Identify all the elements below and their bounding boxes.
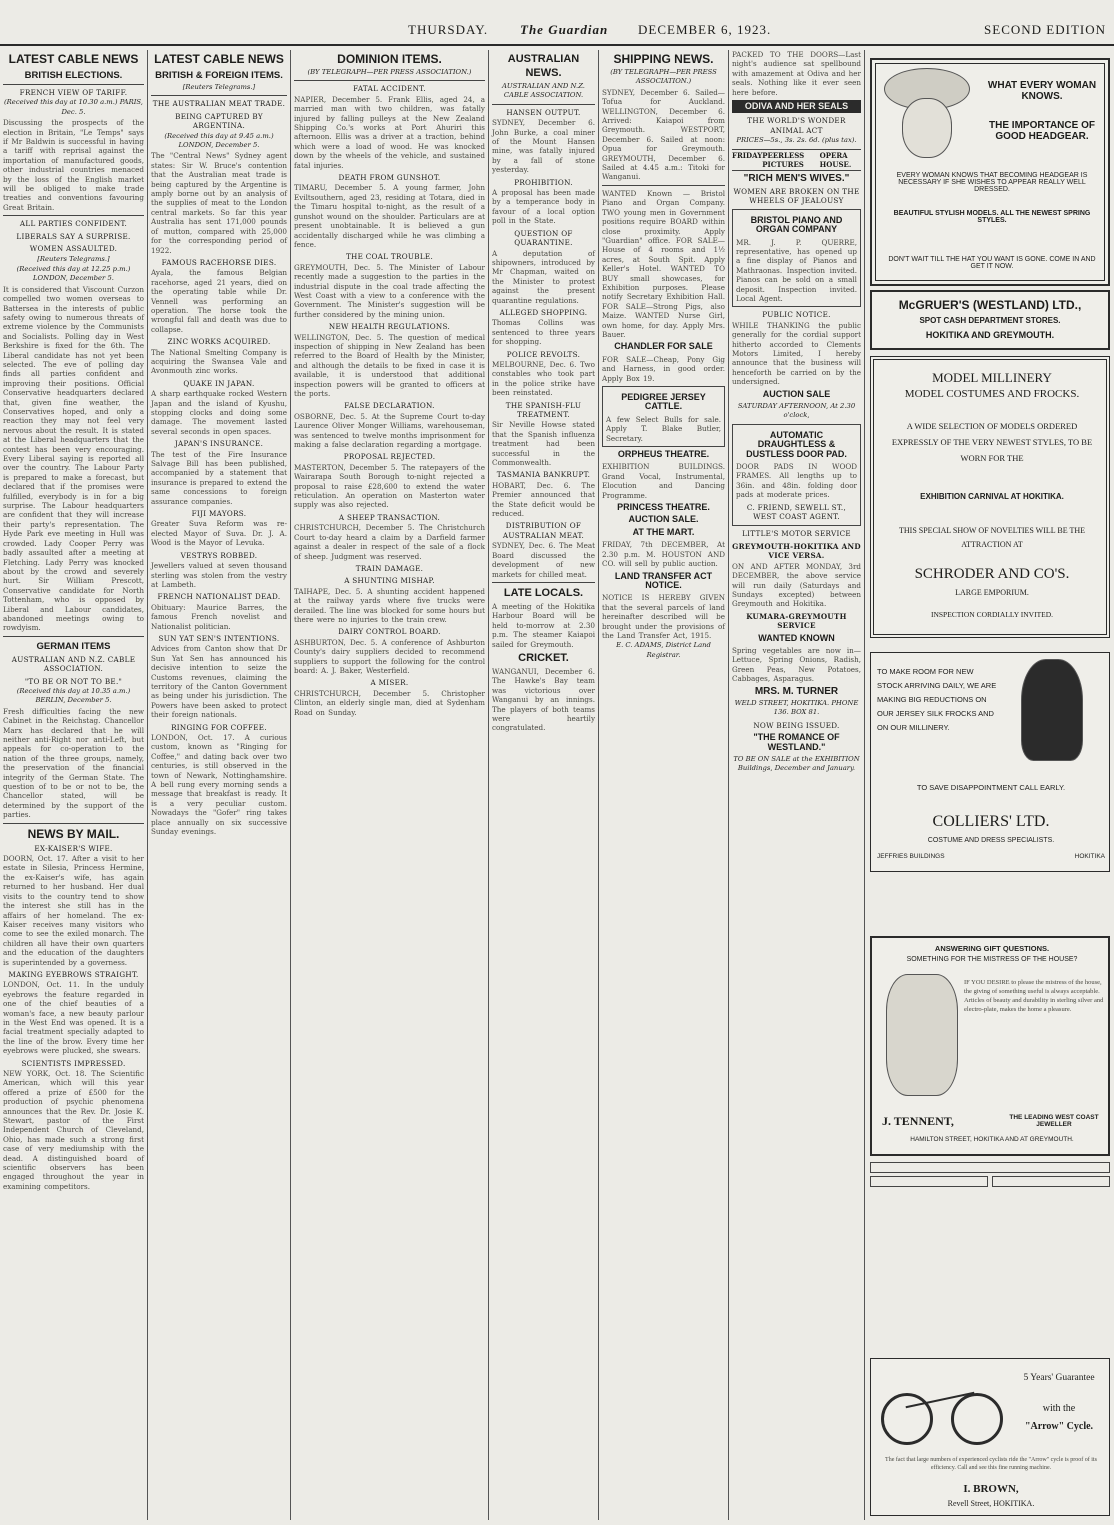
article-body: A sharp earthquake rocked Western Japan and the island of Kyushu, stopping clocks and doing some damage. The movement lasted several seconds in open spaces. [151,389,287,436]
section-heading: LATE LOCALS. [503,586,584,599]
classifieds: WANTED Known — Bristol Piano and Organ Company. TWO young men in Government positions require BOARD within close proximity. Apply "Guardian" office. FOR SALE—House of 4 rooms and 1½ acres, at South Spit. Apply Keller's Hotel. WANTED TO BUY small showcases, for Exhibition purposes. Please notify Secretary Exhibition Hall. FOR SALE—Strong Pigs, also Maize. WANTED Nurse Girl, own home, for day. Apply Mrs. Bauer. [602,188,725,339]
ad-heading: MRS. M. TURNER [754,685,839,697]
notice-box [732,209,861,308]
ad-body: ON AND AFTER MONDAY, 3rd DECEMBER, the above service will run daily (Saturdays and Sundays excepted) between Greymouth and Hokitika. [732,561,861,609]
ad-store-sub: LARGE EMPORIUM. [955,588,1029,597]
article-body: NAPIER, December 5. Frank Ellis, aged 24, a married man with two children, was fatally injured by falling pulleys at the New Zealand Shipping Co.'s works at Port Ahuriri this afternoon. Ellis was a driver at a traction, behind which were a load of wood. He was knocked down by the wheels of the vehicle, and sustained fatal injuries. [294,94,485,170]
article-dateline: (Received this day at 12.25 p.m.) LONDON, December 5. [16,264,131,283]
section-heading: LATEST CABLE NEWS [154,52,284,66]
column-4 [489,50,598,1518]
article-heading: QUAKE IN JAPAN. [183,378,255,388]
ad-body: FRIDAY, 7th DECEMBER, At 2.30 p.m. M. HOUSTON AND CO. will sell by public auction. [602,540,725,569]
article-body: Thomas Collins was sentenced to three years for shopping. [492,318,595,347]
ad-store: SCHRODER AND CO'S. [914,566,1070,582]
article-body: Sir Neville Howse stated that the Spanish influenza treatment had been successful in the Commonwealth. [492,420,595,468]
ad-millinery [870,58,1110,286]
ad-body: DON'T WAIT TILL THE HAT YOU WANT IS GONE. COME IN AND GET IT NOW. [888,256,1096,270]
article-body: MELBOURNE, Dec. 6. Two constables who took part in the police strike have been reinstated. [492,359,595,398]
ad-heading: AUCTION SALE [762,388,831,399]
notice-box [870,1162,1110,1173]
article-heading: DAIRY CONTROL BOARD. [338,627,441,637]
article-body: Obituary: Maurice Barres, the famous French novelist and Nationalist politician. [151,602,287,631]
article-body: OSBORNE, Dec. 5. At the Supreme Court to-day Laurence Oliver Monger Williams, warehouseman, was sentenced to twelve months imprisonment for making a false declaration regarding a mortgage. [294,411,485,450]
article-subheading: BEING CAPTURED BY ARGENTINA. [175,111,263,131]
article-heading: FRENCH NATIONALIST DEAD. [157,592,281,602]
article-body: LONDON, Oct. 11. In the unduly eyebrows the feature regarded in one of the chief beauties of a woman's face, a new beauty parlour in the West End was opened. It is a facial treatment specially adapted to the line of the brow. Every time her eyebrows were plucked, she swears. [3,980,144,1056]
ad-body: A WIDE SELECTION OF MODELS ORDERED EXPRESSLY OF THE VERY NEWEST STYLES, TO BE WORN FOR THE [891,421,1093,463]
ad-body: EVERY WOMAN KNOWS THAT BECOMING HEADGEAR IS NECESSARY IF SHE WISHES TO APPEAR REALLY WELL DRESSED. [896,172,1088,193]
article-heading: LIBERALS SAY A SURPRISE. [16,231,131,241]
ad-note: THIS SPECIAL SHOW OF NOVELTIES WILL BE THE ATTRACTION AT [899,526,1085,549]
notice-box [870,1176,988,1187]
ad-body: NOTICE IS HEREBY GIVEN that the several parcels of land hereinafter described will be brought under the provisions of the Land Transfer Act, 1915. [602,593,725,640]
article-heading: TASMANIA BANKRUPT. [496,470,591,480]
article-heading: MAKING EYEBROWS STRAIGHT. [8,969,139,979]
ad-address: HAMILTON STREET, HOKITIKA AND AT GREYMOUTH. [910,1136,1074,1143]
section-heading: GERMAN ITEMS [36,640,111,652]
ad-body: TO MAKE ROOM FOR NEW STOCK ARRIVING DAILY, WE ARE MAKING BIG REDUCTIONS ON OUR JERSEY SILK FROCKS AND ON OUR MILLINERY. [877,667,997,732]
ad-subtitle: THE IMPORTANCE OF GOOD HEADGEAR. [989,120,1095,142]
section-source: AUSTRALIAN AND N.Z. CABLE ASSOCIATION. [11,654,136,674]
ad-body: EXHIBITION BUILDINGS. Grand Vocal, Instrumental, Elocution and Dancing Programme. [602,462,725,500]
col7-houston [599,1360,728,1518]
section-source: AUSTRALIAN AND N.Z. CABLE ASSOCIATION. [502,82,585,100]
masthead-day: THURSDAY. [408,22,489,37]
article-heading: A MISER. [370,678,409,688]
ad-note: TO SAVE DISAPPOINTMENT CALL EARLY. [916,783,1066,792]
article-heading: THE SPANISH-FLU TREATMENT. [505,400,582,419]
ad-store-sub: COSTUME AND DRESS SPECIALISTS. [927,837,1055,844]
film-title: "RICH MEN'S WIVES." [743,173,850,185]
ad-heading: PRINCESS THEATRE. [617,502,710,513]
ad-heading: LITTLE'S MOTOR SERVICE [742,529,851,539]
article-body: CHRISTCHURCH, December 5. Christopher Clinton, an elderly single man, died at Sydenham Road on Sunday. [294,688,485,717]
ad-store: J. TENNENT, [882,1114,954,1128]
article-heading: PROHIBITION. [514,177,573,187]
article-heading: ALL PARTIES CONFIDENT. [19,219,128,229]
ad-signature: E. C. ADAMS, District Land Registrar. [616,641,711,659]
article-body: The "Central News" Sydney agent states: Sir W. Bruce's contention that the Australian meat trade is being captured by the Argentine is amply borne out by an analysis of the supplies of meat to the London central markets. So far this year Australia has sent 171,000 pounds of mutton, compared with 25,000 for the corresponding period of 1922. [151,151,287,255]
section-subheading: BRITISH ELECTIONS. [24,70,123,81]
article-heading: FATAL ACCIDENT. [353,84,426,94]
column-3 [291,50,488,1518]
ad-role: THE LEADING WEST COAST JEWELLER [1009,1114,1099,1128]
ad-title: MODEL MILLINERY [932,370,1052,385]
ad-title: ANSWERING GIFT QUESTIONS. [934,944,1050,953]
ad-heading: CHANDLER FOR SALE [614,341,713,352]
divider [602,185,725,186]
ad-model-millinery [870,356,1110,638]
article-heading: FAMOUS RACEHORSE DIES. [161,257,277,267]
article-body: CHRISTCHURCH, December 5. The Christchurch Court to-day heard a claim by a Darfield farmer against a dealer in respect of the sale of a flock of sheep. Judgment was reserved. [294,523,485,561]
notice-box [602,386,725,447]
article-body: ASHBURTON, Dec. 5. A conference of Ashburton County's dairy suppliers decided to recommend suppliers to support the following for the control board: A. J. Baker, Westerfield. [294,637,485,675]
ad-subtitle: MODEL COSTUMES AND FROCKS. [904,388,1080,400]
face-illustration [902,98,952,158]
ad-invite: INSPECTION CORDIALLY INVITED. [930,610,1054,619]
column-1 [0,50,147,1518]
ad-body: Spring vegetables are now in—Lettuce, Spring Onions, Radish, Green Peas, New Potatoes, Cabbages, Asparagus. [732,645,861,684]
ad-heading: WANTED KNOWN [758,632,835,643]
article-heading: JAPAN'S INSURANCE. [174,439,264,449]
ad-body: BEAUTIFUL STYLISH MODELS. ALL THE NEWEST SPRING STYLES. [893,210,1091,224]
section-source: [Reuters Telegrams.] [182,83,256,91]
article-heading: SCIENTISTS IMPRESSED. [21,1058,126,1068]
section-heading: AUSTRALIAN NEWS. [507,53,580,79]
section-subheading: BRITISH & FOREIGN ITEMS. [155,70,283,81]
article-dateline: (Received this day at 10.35 a.m.) BERLIN, December 5. [16,686,131,705]
ad-body: IF YOU DESIRE to please the mistress of the house, the giving of something useful is always acceptable. Articles of beauty and durability in sterling silver and electro-plate, makes the home a pleasure. [964,979,1104,1013]
notice-box [992,1176,1110,1187]
ad-subtitle: SOMETHING FOR THE MISTRESS OF THE HOUSE? [906,956,1078,963]
ad-body: WHILE THANKING the public generally for the cordial support hitherto accorded to Clements Motors Limited, I hereby announce that the business will henceforth be carried on by the undersigned. [732,320,861,387]
column-5 [599,50,728,1518]
bicycle-wheel-icon [881,1393,933,1445]
cabinet-illustration [886,974,958,1096]
ad-row [870,1176,1110,1187]
section-source: (BY TELEGRAPH—PER PRESS ASSOCIATION.) [307,68,472,76]
ad-heading: AUCTION SALE. [628,514,699,525]
divider [492,104,595,105]
article-heading: POLICE REVOLTS. [506,349,581,359]
column-rule [864,50,865,1520]
article-heading: WOMEN ASSAULTED. [29,244,118,254]
article-body: GREYMOUTH, Dec. 5. The Minister of Labour recently made a suggestion to the parties in the industrial dispute in the coal trade affecting the West Coast with a view to a conference with the Government. The Minister's suggestion will be further considered by the mining union. [294,262,485,319]
ad-footer: C. FRIEND, SEWELL ST., WEST COAST AGENT. [746,502,847,522]
article-heading: "TO BE OR NOT TO BE." [24,676,123,686]
ad-heading: ODIVA AND HER SEALS [732,100,861,113]
ad-date: SATURDAY AFTERNOON, At 2.30 o'clock, [737,402,856,420]
ad-arrow-cycle [870,1358,1110,1516]
section-heading: DOMINION ITEMS. [337,52,442,66]
article-body: A meeting of the Hokitika Harbour Board will be held to-morrow at 2.30 p.m. The steamer Kaiapoi sailed for Greymouth. [492,601,595,649]
ad-location: HOKITIKA AND GREYMOUTH. [925,330,1055,340]
ad-address: WELD STREET, HOKITIKA. PHONE 136. BOX 81. [734,698,859,717]
ad-store: COLLIERS' LTD. [932,813,1050,830]
shipping-list: SYDNEY, December 6. Sailed—Tofua for Auckland. WELLINGTON, December 6. Arrived: Kaiapoi from Greymouth. WESTPORT, December 6. Sailed at noon: Opua for Greymouth. GREYMOUTH, December 6. Sailed at 4.45 a.m.: Titoki for Wanganui. [602,87,725,182]
masthead-edition: SECOND EDITION [984,22,1106,37]
ad-body: FOR SALE—Cheap, Pony Gig and Harness, in good order. Apply Box 19. [602,354,725,383]
article-body: MASTERTON, December 5. The ratepayers of the Wairarapa South Borough to-night rejected a proposal to raise £28,600 to extend the water reticulation. An operation on Masterton water supply was also rejected. [294,462,485,510]
article-heading: VESTRYS ROBBED. [180,550,258,560]
ad-address: Revell Street, HOKITIKA. [947,1499,1035,1508]
col7-overflow [870,1162,1110,1352]
ad-text: with the [1042,1403,1076,1414]
section-heading: LATEST CABLE NEWS [8,52,139,66]
strip-left: FRIDAY [732,150,763,160]
ad-subheading: GREYMOUTH-HOKITIKA AND VICE VERSA. [732,541,861,561]
article-body: The test of the Fire Insurance Salvage Bill has been published, accompanied by a statement that insurance is prepared to extend the same concessions to foreign assurance companies. [151,449,287,506]
bicycle-wheel-icon [951,1393,1003,1445]
article-dateline: (Received this day at 10.30 a.m.) PARIS, Dec. 5. [4,98,143,116]
ad-title: McGRUER'S (WESTLAND) LTD., [898,298,1082,312]
section-heading: SHIPPING NEWS. [613,52,714,66]
article-heading: THE COAL TROUBLE. [345,252,434,262]
ad-subheading: THE WORLD'S WONDER ANIMAL ACT [747,116,846,135]
ad-heading: KUMARA-GREYMOUTH SERVICE [746,611,847,631]
column-2 [148,50,290,1518]
ad-mcgruer [870,290,1110,350]
article-body: WANGANUI, December 6. The Hawke's Bay team was victorious over Wanganui by an innings. The players of both teams were heartily congratulated. [492,666,595,733]
article-heading: NEW HEALTH REGULATIONS. [328,322,451,332]
ad-heading: PUBLIC NOTICE. [762,310,831,320]
ad-body: DOOR PADS IN WOOD FRAMES. All lengths up to 36in. and 48in. folding door pads at moderate prices. [736,462,857,500]
article-body: SYDNEY, December 6. John Burke, a coal miner of the Mount Hansen mine, was fatally injured by a fall of stone yesterday. [492,118,595,175]
article-heading: FIJI MAYORS. [191,509,247,519]
masthead-title: The Guardian [520,22,609,37]
article-body: A proposal has been made by a temperance body in favour of a local option poll in the State. [492,188,595,226]
column-6 [729,50,864,1518]
ad-product: "Arrow" Cycle. [1024,1421,1094,1432]
article-heading: RINGING FOR COFFEE. [171,722,267,732]
article-body: Discussing the prospects of the election in Britain, "Le Temps" says if Mr Baldwin is successful in having a tariff with reprisal against the importation of manufactured goods, other industrial countries menaced by the loss of the English market will be obliged to make trade treaties and conventions favouring Great Britain. [3,118,144,212]
ad-footer: TO BE ON SALE at the EXHIBITION Buildings, December and January. [733,755,860,773]
divider [3,823,144,824]
strip-right: OPERA HOUSE. [819,150,852,170]
article-heading: DISTRIBUTION OF AUSTRALIAN MEAT. [502,521,585,540]
ad-event: EXHIBITION CARNIVAL AT HOKITIKA. [920,492,1064,501]
article-body: Jewellers valued at seven thousand sterling was stolen from the vestry at Lambeth. [151,561,287,589]
article-body: The National Smelting Company is acquiring the Swansea Vale and Avonmouth zinc works. [151,347,287,376]
section-heading: NEWS BY MAIL. [27,826,120,841]
article-body: Greater Suva Reform was re-elected Mayor of Suva. Dr. J. A. Wood is the Mayor of Levuka. [151,519,287,548]
woman-illustration [1021,659,1083,761]
article-body: DOORN, Oct. 17. After a visit to her estate in Silesia, Princess Hermine, the ex-Kaiser's wife, has again returned to her husband. Her dual visits to the country tend to show the interest she still has in the affairs of her homeland. The ex-Kaiser receives many visitors who come to see the exiled monarch. The children all have their own quarters and the education of the daughters is superintended by a governess. [3,854,144,967]
section-source: (BY TELEGRAPH—PER PRESS ASSOCIATION.) [610,68,717,86]
article-heading: A SHUNTING MISHAP. [344,576,435,586]
article-heading: HANSEN OUTPUT. [506,107,581,117]
article-body: TIMARU, December 5. A young farmer, John Eviltsouthern, aged 23, residing at Totara, died in the Timaru hospital to-night, as the result of a gunshot wound on the shoulder. Particulars are at present unobtainable. It is believed a gun accidentally discharged while he was climbing a fence. [294,183,485,249]
article-heading: PROPOSAL REJECTED. [343,452,436,462]
ad-body: A few Select Bulls for sale. Apply T. Blake Butler, Secretary. [606,414,721,443]
divider [151,95,287,96]
article-body: LONDON, Oct. 17. A curious custom, known as "Ringing for Coffee," and dating back over two centuries, is still observed in the town of Newark, Nottinghamshire. A bell rung every morning sends a message that breakfast is ready. It is a very peculiar custom. Nowadays the "Gofer" ring takes place annually on six successive Sunday evenings. [151,733,287,837]
article-heading: ALLEGED SHOPPING. [499,307,588,317]
article-body: WELLINGTON, Dec. 5. The question of medical inspection of shipping in New Zealand has been referred to the Board of Health by the Minister, and although the details to be fixed in case it is available, it is understood that additional inspection powers will be granted to officers at the ports. [294,332,485,398]
ad-heading: LAND TRANSFER ACT NOTICE. [614,570,713,590]
article-body: It is considered that Viscount Curzon compelled two women overseas to Battersea in the interests of public safety owing to numerous threats of extreme violence by the Communists and Socialists. Polling day in West Berkshire is fixed for the 6th. The Liberal candidate has not yet been selected. The eve of polling day finds all parties confident and improving their positions. Official Conservative headquarters declared that, given fine weather, the Conservatives hoped, and only a reaction they may not feel very nervous about the result. It is stated at the Liberal headquarters that the contest has been very encouraging. Every Liberal saying is reported all over the country. The Labour Party is prepared to make a forecast, but declared that if the promises were fulfilled, everybody is in for a big surprise. The Labour headquarters are confident that they will increase their party's representation. The Hyde Park eve meeting in Hull was crowded. Lady Cooper Perry was badly assaulted after a meeting at Fletching. Lady Perry was knocked about by the crowd and severely hurt. Sir William Prescott, Conservative candidate for North Tottenham, who is opposed by Liberal and Labour candidates, abandoned meetings owing to rowdyism. [3,284,144,633]
article-body: Ayala, the famous Belgian racehorse, aged 21 years, died on the operating table while Dr. Vennell was performing an operation. The horse took the wrongful fall and death was due to collapse. [151,268,287,334]
section-heading: CRICKET. [518,651,569,664]
article-body: Advices from Canton show that Dr Sun Yat Sen has announced his decisive intention to seize the Customs revenues, claiming the territory of the Canton Government as being under his jurisdiction. The Powers have been asked to protect their foreign nationals. [151,644,287,720]
masthead-date: DECEMBER 6, 1923. [638,22,772,37]
ad-body: MR. J. P. QUERRE, representative, has opened up a fine display of Pianos and Mathraonas. Inspection invited. Pianos can be sold on a small deposit. Inspection invited. Local Agent. [736,237,857,303]
ad-body: PACKED TO THE DOORS—Last night's audience sat spellbound with amazement at Odiva and her seals. Nothing like it ever seen here before. [732,50,861,97]
divider [3,636,144,637]
divider [294,80,485,81]
ad-heading: BRISTOL PIANO AND ORGAN COMPANY [750,214,843,235]
ad-heading: AT THE MART. [632,526,695,537]
ad-left: JEFFRIES BUILDINGS [877,853,945,860]
divider [3,215,144,216]
ad-subtitle: SPOT CASH DEPARTMENT STORES. [919,316,1061,325]
article-heading: FALSE DECLARATION. [344,401,435,411]
ad-tennent [870,936,1110,1156]
divider [492,582,595,583]
article-body: A deputation of shipowners, introduced by Mr Chapman, waited on the Minister to protest against the present quarantine regulations. [492,248,595,305]
ad-title: 5 Years' Guarantee [1023,1373,1095,1383]
theatre-strip [732,149,861,172]
article-heading: SUN YAT SEN'S INTENTIONS. [158,633,280,643]
article-heading: QUESTION OF QUARANTINE. [514,228,573,248]
ad-heading: AUTOMATIC DRAUGHTLESS & DUSTLESS DOOR PAD. [746,429,847,459]
film-subtitle: WOMEN ARE BROKEN ON THE WHEELS OF JEALOUSY [733,186,860,206]
ad-body: The fact that large numbers of experienced cyclists ride the "Arrow" cycle is proof of its efficiency. Call and see this fine running machine. [885,1457,1097,1471]
ad-heading: PEDIGREE JERSEY CATTLE. [621,392,706,412]
book-title: "THE ROMANCE OF WESTLAND." [753,732,840,752]
article-heading: ZINC WORKS ACQUIRED. [167,337,271,347]
ad-store: I. BROWN, [963,1483,1019,1495]
article-body: Fresh difficulties facing the new Cabinet in the Reichstag. Chancellor Marx has declared that he will neither anti-Right nor anti-Left, but appeals for co-operation to the nation of the three groups, namely, the preservation of the financial integrity of the German State. The question of to be or not to be, the Chancellor stated, will be determined by the support of the parties. [3,706,144,820]
article-heading: EX-KAISER'S WIFE. [34,843,113,853]
article-dateline: (Received this day at 9.45 a.m.) LONDON, December 5. [164,131,274,150]
ad-colliers [870,652,1110,872]
article-body: TAIHAPE, Dec. 5. A shunting accident happened at the railway yards where five trucks were derailed. The line was blocked for some hours but there were no injuries to the train crew. [294,586,485,624]
notice-box [732,424,861,527]
article-heading: THE AUSTRALIAN MEAT TRADE. [152,99,286,109]
ad-heading: ORPHEUS THEATRE. [617,449,710,460]
article-body: SYDNEY, Dec. 6. The Meat Board discussed the development of new markets for chilled meat. [492,541,595,579]
ad-right: HOKITIKA [1074,853,1105,860]
ad-title: WHAT EVERY WOMAN KNOWS. [987,80,1097,102]
article-heading: FRENCH VIEW OF TARIFF. [19,88,128,97]
article-source: [Reuters Telegrams.] [37,254,110,263]
article-body: NEW YORK, Oct. 18. The Scientific American, which will this year offered a prize of £500 for the production of psychic phenomena announces that the Rev. Dr. Josie K. Stewart, pastor of the First Independent Church of Cleveland, Ohio, has made such a strong first case of very mediumship with the dead. A distinguished board of scientific observers has been engaged throughout the year in examining competitors. [3,1069,144,1191]
article-heading: TRAIN DAMAGE. [355,563,424,573]
article-heading: DEATH FROM GUNSHOT. [338,173,441,183]
strip-mid: PEERLESS PICTURES [762,150,805,170]
gap [864,878,1114,932]
ad-prices: PRICES—5s., 3s. 2s. 6d. (plus tax). [736,136,857,145]
article-body: HOBART, Dec. 6. The Premier announced that the State deficit would be reduced. [492,480,595,519]
divider [3,84,144,85]
ad-heading: NOW BEING ISSUED. [753,720,840,730]
masthead [0,0,1114,46]
article-heading: A SHEEP TRANSACTION. [338,512,441,522]
